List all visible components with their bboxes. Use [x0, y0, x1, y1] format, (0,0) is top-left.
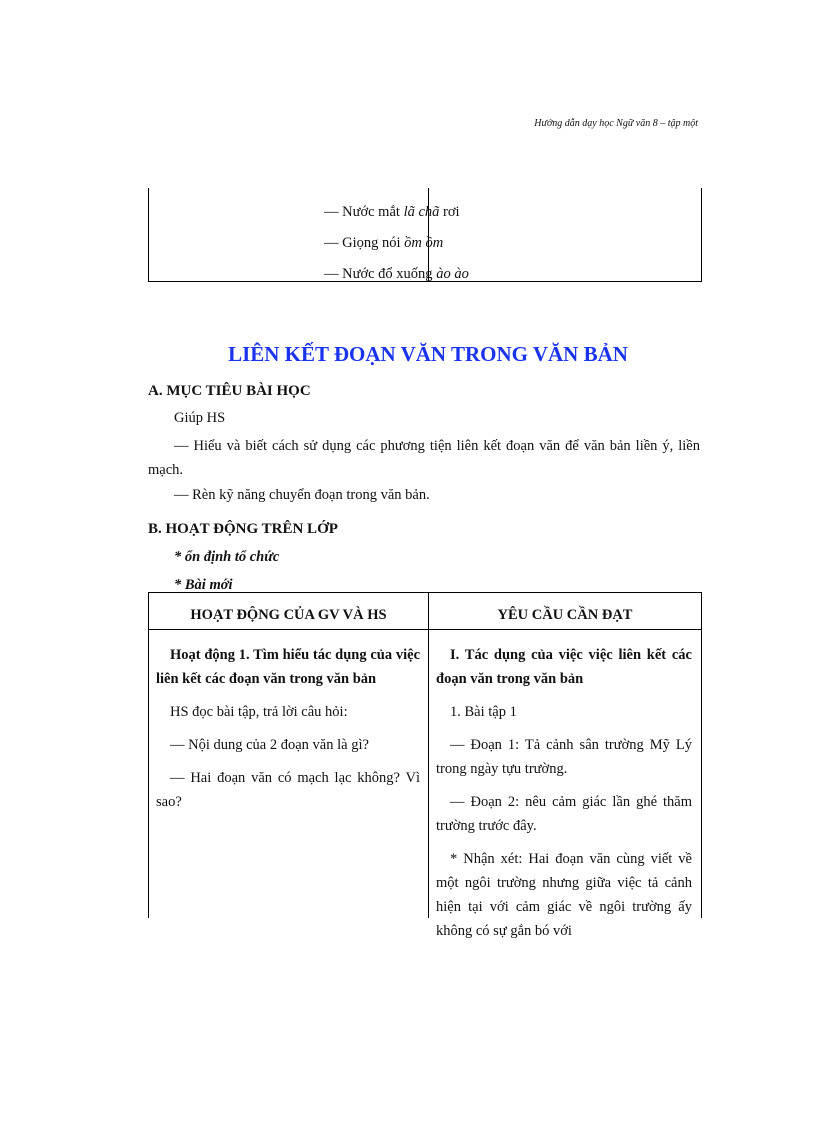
answer-2: — Đoạn 2: nêu cảm giác lần ghé thăm trường trước đây. — [436, 794, 692, 834]
section-i-title: I. Tác dụng của việc việc liên kết các đoạn văn trong văn bản — [436, 647, 692, 687]
lesson-title: LIÊN KẾT ĐOẠN VĂN TRONG VĂN BẢN — [228, 342, 628, 366]
running-header: Hướng dẫn dạy học Ngữ văn 8 – tập một — [534, 118, 698, 129]
column-header-requirements: YÊU CẦU CẦN ĐẠT — [497, 607, 633, 623]
table-line-1: — Nước mắt lã chã rơi — [324, 204, 460, 220]
exercise-label: 1. Bài tập 1 — [450, 704, 517, 720]
table-column-divider — [428, 593, 429, 918]
question-2: — Hai đoạn văn có mạch lạc không? Vì sao? — [156, 770, 420, 810]
activity-table — [148, 592, 702, 939]
activity-title: Hoạt động 1. Tìm hiểu tác dụng của việc liên kết các đoạn văn trong văn bản — [156, 647, 420, 687]
question-1: — Nội dung của 2 đoạn văn là gì? — [170, 737, 369, 753]
table-line-3: — Nước đổ xuống ào ào — [324, 266, 469, 282]
answer-1: — Đoạn 1: Tả cảnh sân trường Mỹ Lý trong ngày tựu trường. — [436, 737, 692, 777]
section-b-step-2: * Bài mới — [174, 577, 233, 593]
activity-instruction: HS đọc bài tập, trả lời câu hỏi: — [170, 704, 348, 720]
section-a-heading: A. MỤC TIÊU BÀI HỌC — [148, 383, 311, 399]
section-a-intro: Giúp HS — [174, 410, 226, 426]
right-column — [436, 643, 692, 952]
section-b-step-1: * ổn định tổ chức — [174, 549, 280, 565]
section-b-heading: B. HOẠT ĐỘNG TRÊN LỚP — [148, 521, 338, 537]
table-line-2: — Giọng nói ồm ồm — [324, 235, 444, 251]
remark: * Nhận xét: Hai đoạn văn cùng viết về một ngôi trường nhưng giữa việc tả cảnh hiện tại với cảm giác về ngôi trường ấy không có sự gắn bó với — [436, 851, 692, 939]
section-a-goal-2: — Rèn kỹ năng chuyển đoạn trong văn bản. — [174, 487, 430, 503]
table-header-rule — [149, 629, 701, 630]
section-a-goal-1: — Hiểu và biết cách sử dụng các phương tiện liên kết đoạn văn để văn bản liền ý, liền mạch. — [148, 438, 700, 478]
left-column — [156, 643, 420, 823]
column-header-activities: HOẠT ĐỘNG CỦA GV VÀ HS — [190, 607, 387, 623]
